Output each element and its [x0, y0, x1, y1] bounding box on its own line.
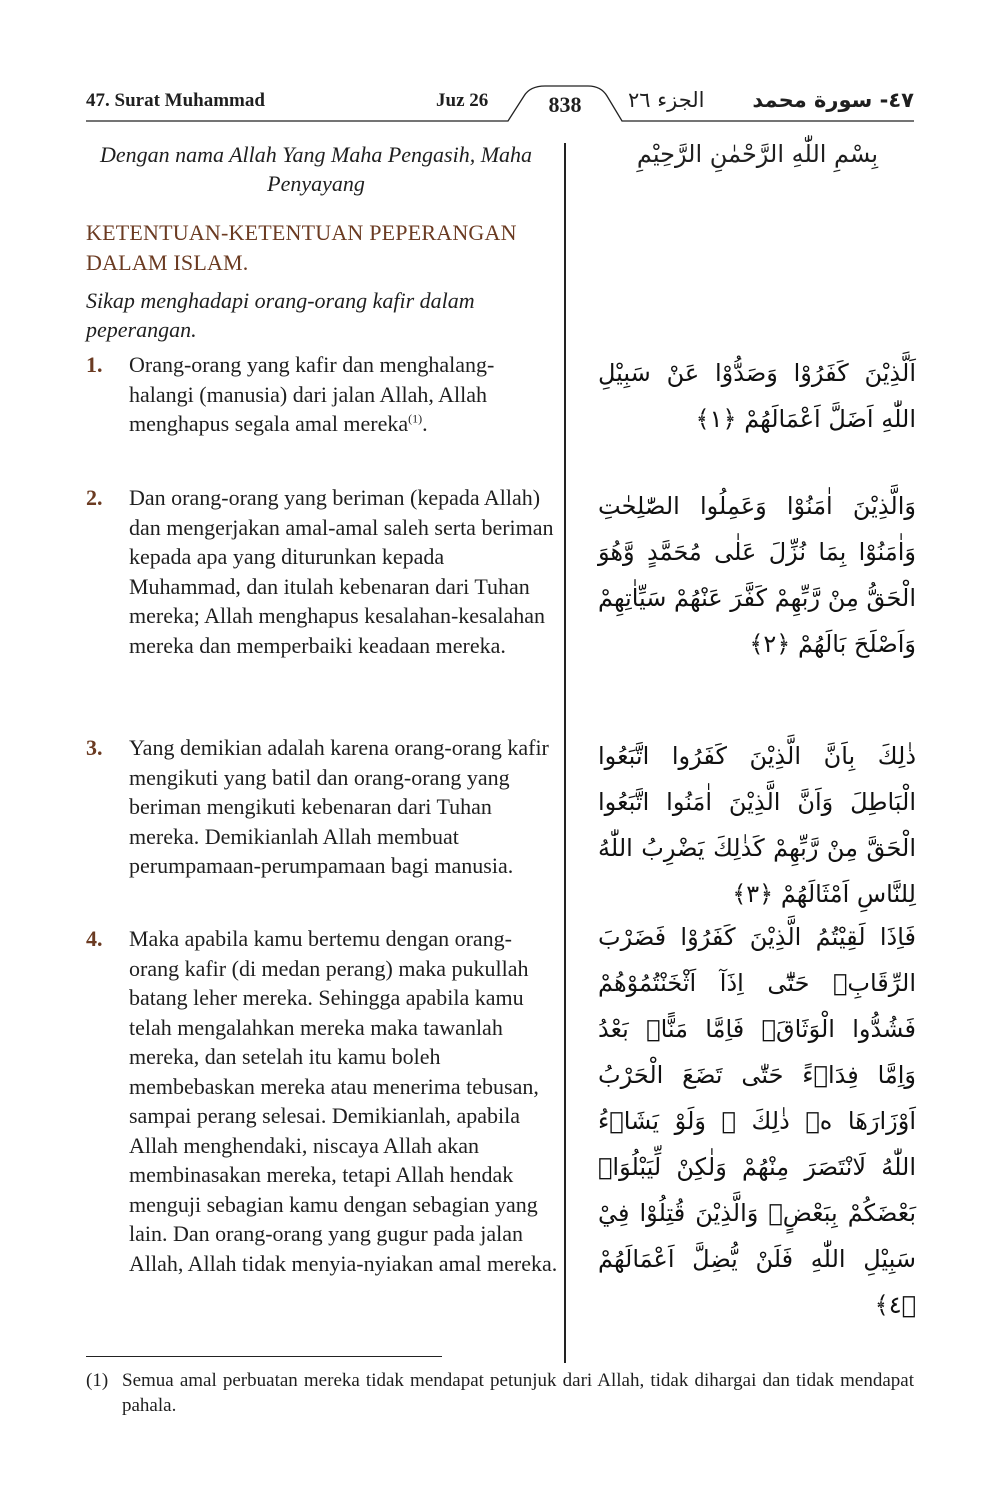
section-title: KETENTUAN-KETENTUAN PEPERANGAN DALAM ISLAM.	[86, 220, 517, 275]
footnote-ref[interactable]: (1)	[408, 411, 423, 426]
verse-number: 4.	[86, 926, 103, 951]
verse-2-arabic: وَالَّذِيْنَ اٰمَنُوْا وَعَمِلُوا الصّٰلِحٰتِ وَاٰمَنُوْا بِمَا نُزِّلَ عَلٰى مُحَمَّدٍ وَّهُوَ الْحَقُّ مِنْ رَّبِّهِمْ كَفَّرَ عَنْهُمْ سَيِّاٰتِهِمْ وَاَصْلَحَ بَالَهُمْ ﴿٢﴾	[598, 492, 916, 658]
verse-number: 1.	[86, 352, 103, 377]
verse-4-arabic: فَاِذَا لَقِيْتُمُ الَّذِيْنَ كَفَرُوْا فَضَرْبَ الرِّقَابِۗ حَتّٰٓى اِذَآ اَثْخَنْتُمُوْهُمْ فَشُدُّوا الْوَثَاقَۖ فَاِمَّا مَنًّاۢ بَعْدُ وَاِمَّا فِدَاۤءً حَتّٰى تَضَعَ الْحَرْبُ اَوْزَارَهَا ەۛ ذٰلِكَ ۛ وَلَوْ يَشَاۤءُ اللّٰهُ لَانْتَصَرَ مِنْهُمْ وَلٰكِنْ لِّيَبْلُوَا۟ بَعْضَكُمْ بِبَعْضٍۗ وَالَّذِيْنَ قُتِلُوْا فِيْ سَبِيْلِ اللّٰهِ فَلَنْ يُّضِلَّ اَعْمَالَهُمْ ﴿٤﴾	[598, 923, 916, 1319]
footnote	[86, 1368, 914, 1418]
surah-title-latin: 47. Surat Muhammad	[86, 90, 265, 111]
verse-number: 2.	[86, 485, 103, 510]
verse-4-translation	[86, 924, 558, 1278]
verse-1-arabic: اَلَّذِيْنَ كَفَرُوْا وَصَدُّوْا عَنْ سَبِيْلِ اللّٰهِ اَضَلَّ اَعْمَالَهُمْ ﴿١﴾	[598, 359, 916, 433]
footnote-rule	[86, 1356, 442, 1357]
footnote-text: Semua amal perbuatan mereka tidak mendapat petunjuk dari Allah, tidak dihargai dan tidak mendapat pahala.	[122, 1370, 914, 1416]
basmala-translation: Dengan nama Allah Yang Maha Pengasih, Maha Penyayang	[99, 142, 533, 196]
verse-2-translation	[86, 483, 558, 660]
section-subtitle: Sikap menghadapi orang-orang kafir dalam peperangan.	[86, 288, 475, 342]
verse-text: Yang demikian adalah karena orang-orang kafir mengikuti yang batil dan orang-orang yang beriman mengikuti kebenaran dari Tuhan mereka. Demikianlah Allah membuat perumpamaan-perumpamaan bagi manusia.	[129, 735, 549, 878]
verse-3-translation	[86, 733, 558, 881]
footnote-number: (1)	[86, 1370, 109, 1391]
verse-text: Dan orang-orang yang beriman (kepada Allah) dan mengerjakan amal-amal saleh serta beriman kepada apa yang diturunkan kepada Muhammad, dan itulah kebenaran dari Tuhan mereka; Allah menghapus kesalahan-kesalahan mereka dan memperbaiki keadaan mereka.	[129, 485, 554, 658]
verse-text: Orang-orang yang kafir dan menghalang-halangi (manusia) dari jalan Allah, Allah menghapus segala amal mereka	[129, 352, 495, 436]
column-divider	[564, 143, 566, 1363]
surah-title-arabic: ٤٧- سورة محمد	[752, 88, 914, 112]
page-header	[0, 0, 1000, 130]
verse-number: 3.	[86, 735, 103, 760]
verse-1-translation	[86, 350, 558, 439]
verse-text: Maka apabila kamu bertemu dengan orang-orang kafir (di medan perang) maka pukullah batang leher mereka. Sehingga apabila kamu telah mengalahkan mereka maka tawanlah mereka, dan setelah itu kamu boleh membebaskan mereka atau menerima tebusan, sampai perang selesai. Demikianlah, apabila Allah menghendaki, niscaya Allah akan membinasakan mereka, tetapi Allah hendak menguji sebagian kamu dengan sebagian yang lain. Dan orang-orang yang gugur pada jalan Allah, Allah tidak menyia-nyiakan amal mereka.	[129, 926, 558, 1276]
verse-3-arabic: ذٰلِكَ بِاَنَّ الَّذِيْنَ كَفَرُوا اتَّبَعُوا الْبَاطِلَ وَاَنَّ الَّذِيْنَ اٰمَنُوا اتَّبَعُوا الْحَقَّ مِنْ رَّبِّهِمْ كَذٰلِكَ يَضْرِبُ اللّٰهُ لِلنَّاسِ اَمْثَالَهُمْ ﴿٣﴾	[598, 742, 916, 908]
page-number: 838	[548, 92, 582, 117]
verse-text-tail: .	[422, 411, 428, 436]
juz-label-arabic: الجزء ٢٦	[628, 88, 705, 112]
basmala-arabic: بِسْمِ اللّٰهِ الرَّحْمٰنِ الرَّحِيْمِ	[636, 140, 879, 168]
juz-label-latin: Juz 26	[436, 90, 489, 111]
